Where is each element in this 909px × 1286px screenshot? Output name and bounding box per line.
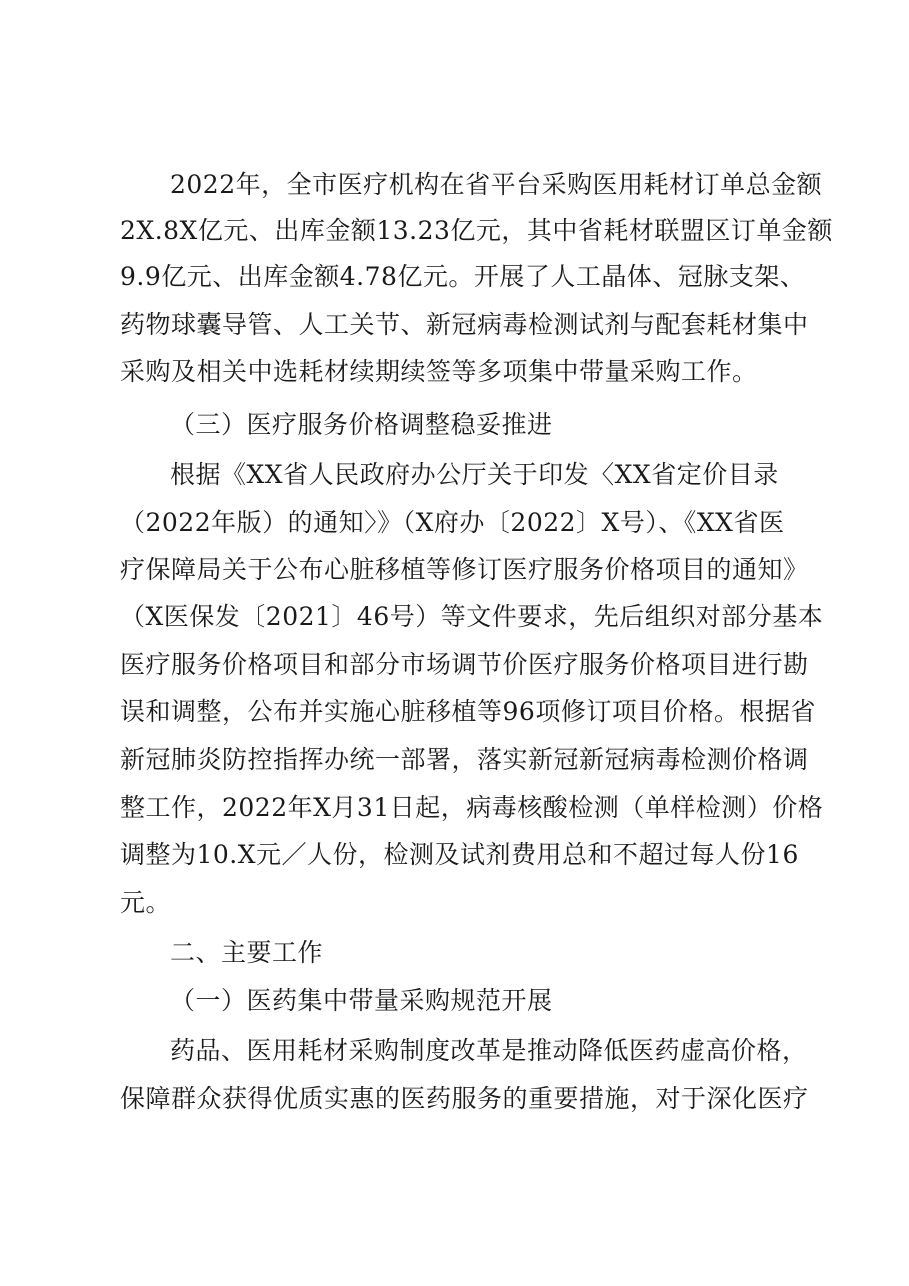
paragraph-line: 保障群众获得优质实惠的医药服务的重要措施，对于深化医疗 bbox=[120, 1084, 809, 1113]
paragraph-line: 元。 bbox=[120, 888, 172, 917]
paragraph-line: 9.9亿元、出库金额4.78亿元。开展了人工晶体、冠脉支架、 bbox=[120, 262, 806, 291]
paragraph-line: 2022年，全市医疗机构在省平台采购医用耗材订单总金额 bbox=[170, 170, 823, 199]
paragraph-line: 药物球囊导管、人工关节、新冠病毒检测试剂与配套耗材集中 bbox=[120, 310, 809, 339]
paragraph-line: （X医保发〔2021〕46号）等文件要求，先后组织对部分基本 bbox=[120, 602, 824, 631]
paragraph-line: 新冠肺炎防控指挥办统一部署，落实新冠新冠病毒检测价格调 bbox=[120, 745, 809, 774]
paragraph-line: 2X.8X亿元、出库金额13.23亿元，其中省耗材联盟区订单金额 bbox=[120, 216, 833, 245]
paragraph-line: 采购及相关中选耗材续期续签等多项集中带量采购工作。 bbox=[120, 357, 758, 386]
paragraph-line: （2022年版）的通知〉》（X府办〔2022〕X号）、《XX省医 bbox=[120, 508, 785, 537]
paragraph-line: 根据《XX省人民政府办公厅关于印发〈XX省定价目录 bbox=[170, 460, 779, 489]
paragraph-line: 误和调整，公布并实施心脏移植等96项修订项目价格。根据省 bbox=[120, 697, 816, 726]
paragraph-line: 疗保障局关于公布心脏移植等修订医疗服务价格项目的通知》 bbox=[120, 555, 809, 584]
section-heading: （三）医疗服务价格调整稳妥推进 bbox=[170, 410, 553, 439]
section-heading: （一）医药集中带量采购规范开展 bbox=[170, 986, 553, 1015]
section-heading: 二、主要工作 bbox=[170, 938, 324, 967]
paragraph-line: 药品、医用耗材采购制度改革是推动降低医药虚高价格， bbox=[170, 1036, 808, 1065]
paragraph-line: 医疗服务价格项目和部分市场调节价医疗服务价格项目进行勘 bbox=[120, 650, 809, 679]
paragraph-line: 调整为10.X元／人份，检测及试剂费用总和不超过每人份16 bbox=[120, 840, 799, 869]
paragraph-line: 整工作，2022年X月31日起，病毒核酸检测（单样检测）价格 bbox=[120, 793, 824, 822]
